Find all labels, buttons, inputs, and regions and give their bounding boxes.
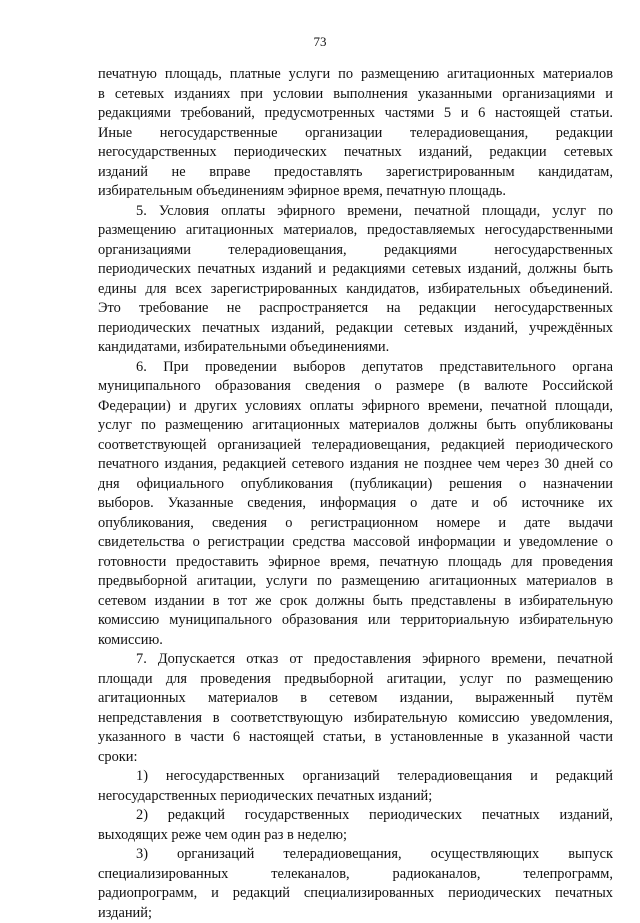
text-line: агитационных материалов в сетевом издании, выраженный путём (98, 689, 613, 709)
text-line: услуг по размещению агитационных материалов должны быть опубликованы (98, 416, 613, 436)
text-line: радиопрограмм, и редакций специализированных периодических печатных (98, 884, 613, 904)
text-line: сетевом издании в тот же срок должны быть представлены в избирательную (98, 592, 613, 612)
text-line: избирательным объединениям эфирное время, печатную площадь. (98, 182, 613, 202)
text-line: 1) негосударственных организаций телерадиовещания и редакций (98, 767, 613, 787)
text-line: соответствующей организацией телерадиовещания, редакцией периодического (98, 436, 613, 456)
text-line: Это требование не распространяется на редакции негосударственных (98, 299, 613, 319)
document-body (98, 65, 613, 923)
text-line: размещению агитационных материалов, предоставляемых негосударственными (98, 221, 613, 241)
text-line: 6. При проведении выборов депутатов представительного органа (98, 358, 613, 378)
text-line: 2) редакций государственных периодических печатных изданий, (98, 806, 613, 826)
text-line: указанного в части 6 настоящей статьи, в установленные в указанной части (98, 728, 613, 748)
text-line: непредставления в соответствующую избирательную комиссию уведомления, (98, 709, 613, 729)
text-line: Федерации) и других условиях оплаты эфирного времени, печатной площади, (98, 397, 613, 417)
text-line: печатную площадь, платные услуги по размещению агитационных материалов (98, 65, 613, 85)
text-line: периодических печатных изданий, редакции сетевых изданий, учреждённых (98, 319, 613, 339)
text-line: печатного издания, редакцией сетевого издания не позднее чем через 30 дней со (98, 455, 613, 475)
text-line: негосударственных периодических печатных изданий; (98, 787, 613, 807)
text-line: 5. Условия оплаты эфирного времени, печатной площади, услуг по (98, 202, 613, 222)
text-line: выходящих реже чем один раз в неделю; (98, 826, 613, 846)
text-line: 3) организаций телерадиовещания, осуществляющих выпуск (98, 845, 613, 865)
text-line: готовности предоставить эфирное время, печатную площадь для проведения (98, 553, 613, 573)
text-line: изданий; (98, 904, 613, 923)
text-line: редакциями требований, предусмотренных частями 5 и 6 настоящей статьи. (98, 104, 613, 124)
text-line: негосударственных периодических печатных изданий, редакции сетевых (98, 143, 613, 163)
text-line: комиссию. (98, 631, 613, 651)
text-line: изданий не вправе предоставлять зарегистрированным кандидатам, (98, 163, 613, 183)
text-line: муниципального образования сведения о размере (в валюте Российской (98, 377, 613, 397)
text-line: предвыборной агитации, услуги по размещению агитационных материалов в (98, 572, 613, 592)
text-line: выборов. Указанные сведения, информация о дате и об источнике их (98, 494, 613, 514)
text-line: опубликования, сведения о регистрационном номере и дате выдачи (98, 514, 613, 534)
text-line: специализированных телеканалов, радиоканалов, телепрограмм, (98, 865, 613, 885)
text-line: комиссию муниципального образования или территориальную избирательную (98, 611, 613, 631)
text-line: организациями телерадиовещания, редакциями негосударственных (98, 241, 613, 261)
text-line: дня официального опубликования (публикации) решения о назначении (98, 475, 613, 495)
text-line: сроки: (98, 748, 613, 768)
text-line: Иные негосударственные организации телерадиовещания, редакции (98, 124, 613, 144)
text-line: периодических печатных изданий и редакциями сетевых изданий, должны быть (98, 260, 613, 280)
text-line: свидетельства о регистрации средства массовой информации и уведомление о (98, 533, 613, 553)
text-line: кандидатами, избирательными объединениями. (98, 338, 613, 358)
text-line: площади для проведения предвыборной агитации, услуг по размещению (98, 670, 613, 690)
text-line: в сетевых изданиях при условии выполнения указанными организациями и (98, 85, 613, 105)
page-number: 73 (0, 34, 640, 50)
text-line: едины для всех зарегистрированных кандидатов, избирательных объединений. (98, 280, 613, 300)
text-line: 7. Допускается отказ от предоставления эфирного времени, печатной (98, 650, 613, 670)
